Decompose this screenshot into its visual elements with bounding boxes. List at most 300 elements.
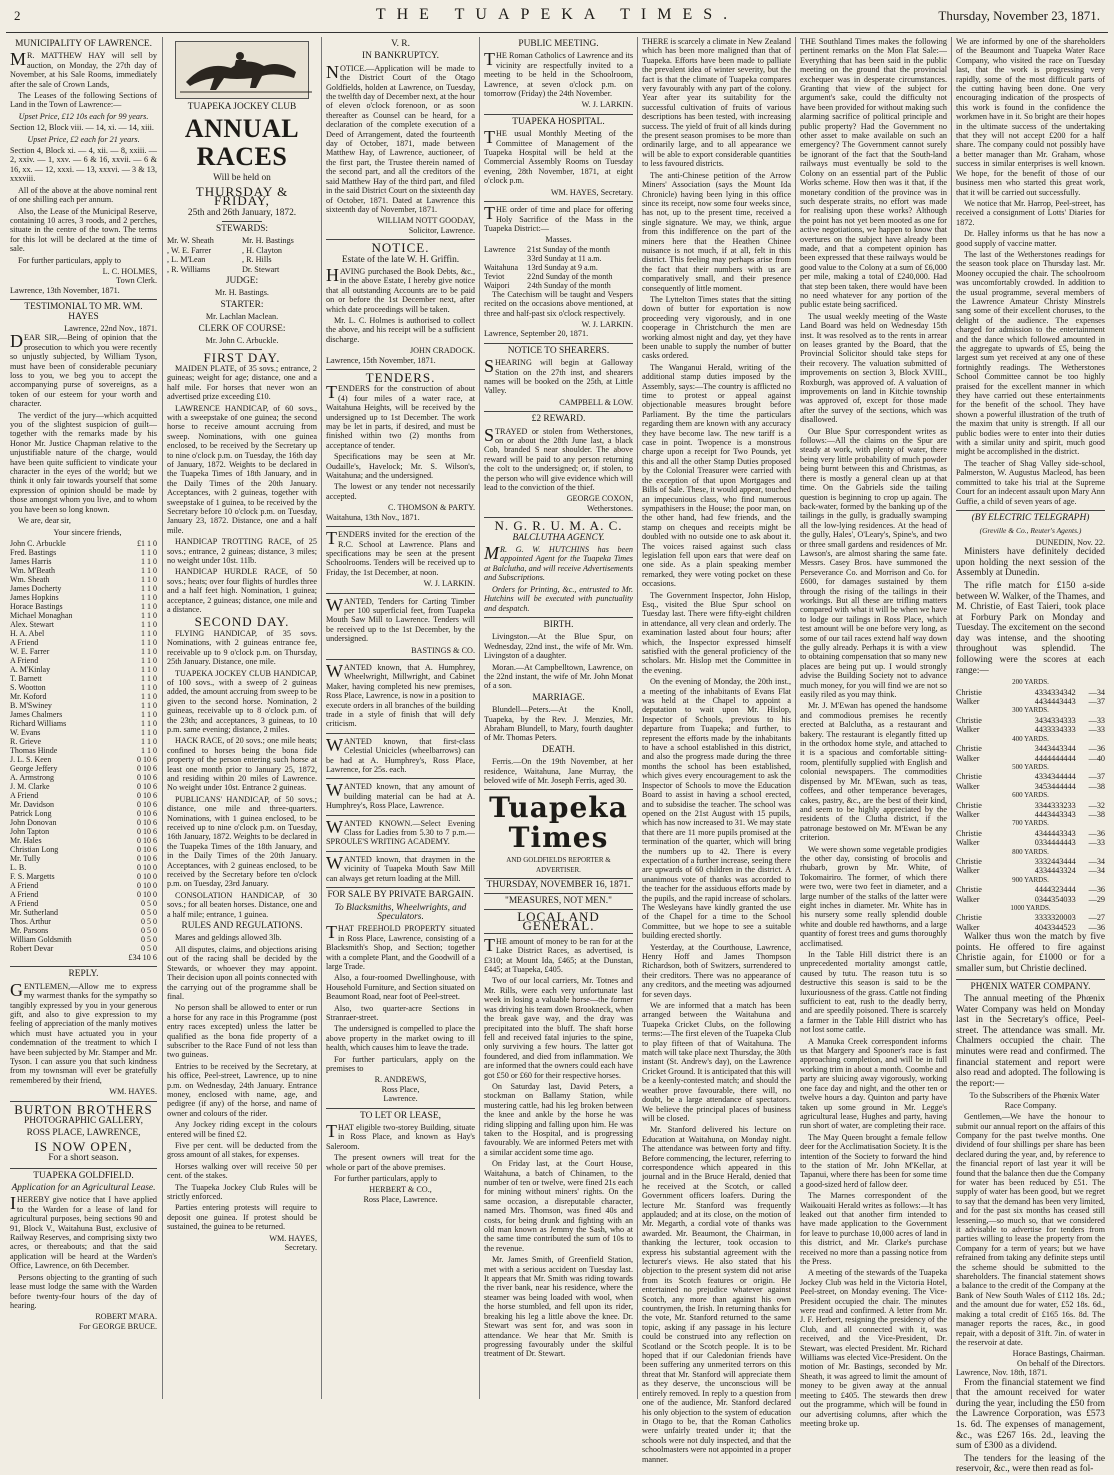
royal-cipher: V. R. (391, 39, 410, 49)
paragraph: SHEARING will begin at Galloway Station on the 27th inst, and shearers names will be booked on the 25th, at Little Valley. (484, 356, 633, 396)
range-total: —33 (1088, 838, 1105, 848)
paragraph: Ferris.—On the 19th November, at her residence, Waitahuna, Jane Murray, the beloved wife of Mr. Joseph Ferris, aged 30. (484, 757, 633, 785)
subscriber-amount: 1 1 0 (141, 556, 157, 566)
paragraph: NOTICE.—Application will be made to the District Court of the Otago Goldfields, holden at Lawrence, on Tuesday, the twelfth day of December next, at the hour of eleven o'clock forenoon, or as soon thereafter as Counsel can be heard, for a declaration of the complete execution of a Deed of Arrangement, dated the fourteenth day of October, 1871, made between Matthew Hay, of Lawrence, auctioneer, of the first part, the Trustee therein named of the second part, and all the creditors of the said Matthew Hay of the third part, and filed in the said District Court on the sixteenth day of October, 1871. Dated at Lawrence this sixteenth day of November, 1871. (326, 61, 475, 214)
paragraph: The usual weekly meeting of the Waste Land Board was held on Wednesday 15th inst. It was resolved as to the rents in arrear on leases granted by the Board, that the Provincial Solicitor should take steps for their recovery. The valuation submitted of improvements on section 3, Block XVIII., Roxburgh, was approved of. A valuation of improvements on land in Kitchie township was approved of, except for those made after the survey of the sections, which was disallowed. (800, 311, 947, 425)
range-total: —32 (1088, 800, 1105, 810)
signature: WM. HAYES. (109, 1087, 157, 1097)
paragraph: WANTED known, that any amount of building material can be had at A. Humphrey's, Ross Place, Lawrence. (326, 780, 475, 811)
subscriber-amount: 1 1 0 (141, 592, 157, 602)
range-total: —33 (1088, 715, 1105, 725)
subscriber-amount: 1 1 0 (141, 664, 157, 674)
subscriber-amount: 1 1 0 (141, 736, 157, 746)
paragraph: GENTLEMEN,—Allow me to express my warmest thanks for the sympathy so tangibly expressed by you in your generous gift, and also to give expression to my feeling of appreciation of the manly motives which must have actuated you in your condemnation of the treatment to which I have been subjected by Mr. Stamper and Mr. Tyson. I can assure you that such kindness from my townsman will ever be gratefully remembered by their friend, (10, 979, 157, 1085)
paragraph: Also, two quarter-acre Sections in Stranraer-street. (326, 1003, 475, 1022)
subscriber-name: Mr. Davidson (10, 799, 54, 809)
score-row (956, 735, 1105, 744)
mass-place (484, 254, 527, 263)
subscriber-row (10, 611, 157, 620)
subscriber-row (10, 773, 157, 782)
subscriber-amount: 1 1 0 (141, 682, 157, 692)
shooter-name: Christie (956, 885, 982, 895)
subscriber-amount: 1 1 0 (141, 745, 157, 755)
subscriber-amount: 1 1 0 (141, 655, 157, 665)
paragraph: Also, a four-roomed Dwellinghouse, with Household Furniture, and Section situated on Beaumont Road, near foot of Peel-street. (326, 973, 475, 1002)
score-row (956, 744, 1105, 753)
shooter-name: Christie (956, 744, 982, 754)
subscriber-row (10, 908, 157, 917)
subscriber-name: Richard Williams (10, 718, 67, 728)
paragraph: Mr. James Smith, of Greenfield Station, met with a serious accident on Tuesday last. It appears that Mr. Smith was riding towards the river bank, near his residence, where the steamer was being loaded with wool, when the horse stumbled, and fell upon its rider, breaking his leg a little above the knee. Dr. Stewart was sent for, and was soon in attendance. We hear that Mr. Smith is progressing favourably under the skilful treatment of Dr. Stewart. (484, 1255, 633, 1359)
horse-racing-icon (176, 42, 316, 98)
range-total: —36 (1088, 828, 1105, 838)
paragraph: The annual meeting of the Phœnix Water Company was held on Monday last in the Secretary's office, Peel-street. The attendance was small. Mr. Chalmers occupied the chair. The minutes were read and confirmed. The financial statement and report were also read and adopted. The following is the report:— (956, 994, 1105, 1089)
signature-title: On behalf of the Directors. (1017, 1358, 1105, 1368)
paragraph: On Friday last, at the Court House, Waitahuna, a batch of Chinamen, to the number of ten or twelve, were fined 21s each for mining without miners' rights. On the same occasion, a disreputable character, named Mrs. Thomson, was fined 40s and costs, for being drunk and fighting with an old man known as Jemmy the Sash, who at the same time contributed the sum of 10s to the revenue. (484, 1159, 633, 1253)
paragraph: Walker thus won the match by five points. He offered to fire against Christie again, for £1000 or for a smaller sum, but Christie declined. (956, 932, 1105, 974)
subscriber-name: George Jeffery (10, 763, 58, 773)
shooter-name: Walker (956, 838, 980, 848)
stewards-list (167, 236, 317, 274)
dateline: Lawrence, Nov. 18th, 1871. (956, 1368, 1048, 1378)
subscriber-amount: 1 1 0 (141, 691, 157, 701)
heading: TENDERS. (365, 370, 436, 385)
subscriber-row (10, 728, 157, 737)
subscriber-amount: 1 1 0 (141, 700, 157, 710)
paragraph: Gentlemen,—We have the honour to submit our annual report on the affairs of this Company for the past twelve months. One dividend of four shillings per share has been declared during the year, and, by reference to the financial report of last year it will be found that the balance then due the Company for water has been reduced by £51. The supply of water has been good, but we regret to say that the demand has been very limited, and for the past six months has ceased still lessening,—so much so, that we considered it advisable to advertise for tenders from parties willing to lease the property from the Company for a term of years; but we have refrained from taking any definite steps until the scheme should be submitted to the shareholders. The financial statement shows a balance to the credit of the Company at the Bank of New South Wales of £112 18s. 2d.; and the amount due for water, £52 18s. 6d., making a total credit of £165 16s. 8d. The manager reports the races, &c., in good repair, with a deposit of 31ft. 7in. of water in the reservoir at date. (956, 1112, 1105, 1347)
paragraph: Also, the Lease of the Municipal Reserve, containing 10 acres, 3 roods, and 2 perches, situate in the centre of the town. The terms for this lot will be declared at the time of sale. (10, 206, 157, 254)
score-row (956, 904, 1105, 913)
subscriber-amount: 1 1 0 (141, 574, 157, 584)
signature: For GEORGE BRUCE. (78, 1321, 157, 1331)
steward-name: , W. E. Farrer (167, 245, 212, 255)
subheading: Masses. (545, 235, 572, 245)
heading: TO LET OR LEASE, (360, 1110, 441, 1121)
shot-scores: 4434443443 (1034, 697, 1076, 707)
paragraph: HAVING purchased the Book Debts, &c., in the above Estate, I hereby give notice that all outstanding Accounts are to be paid on or before the 1st December next, after which date proceedings will be taken. (326, 264, 475, 314)
mass-count: 2 (527, 280, 532, 290)
range-total: —29 (1088, 894, 1105, 904)
subscriber-amount: 1 1 0 (141, 637, 157, 647)
steward-name: , R. Hills (242, 255, 272, 265)
range-total: —36 (1088, 885, 1105, 895)
subscriber-row (10, 737, 157, 746)
mass-time: 1st Sunday of the month (531, 244, 610, 254)
subscriber-amount: 0 10 0 (137, 889, 157, 899)
score-row (956, 848, 1105, 857)
shooter-name: Walker (956, 894, 980, 904)
signature: GEORGE COXON, (566, 494, 633, 504)
paragraph: We are, dear sir, (18, 516, 71, 526)
subscriber-row (10, 629, 157, 638)
advert-subheading: For a short season. (48, 1153, 119, 1164)
signature-title: Solicitor, Lawrence. (408, 225, 475, 235)
signature: WM. HAYES, (269, 1233, 317, 1243)
subscriber-name: A Friend (10, 790, 39, 800)
range-label: 900 YARDS. (1012, 875, 1049, 884)
paragraph: We are informed by one of the shareholders of the Beaumont and Tuapeka Water Race Company, who visited the race on Tuesday last, that the work is progressing very rapidly, some of the most difficult parts of the cutting having been done. One very encouraging indication of the prospects of this work is found in the confidence the workmen have in it. So bright are their hopes in the ultimate success of the undertaking that they will not accept £200 for a half share. The company could not possibly have a better manager than Mr. Graham, whose success in similar enterprises is well known. We hope, for the benefit of those of our business men who started this great work, that it will be carried out successfully. (956, 37, 1105, 197)
subscriber-row (10, 647, 157, 656)
paragraph: TUAPEKA JOCKEY CLUB HANDICAP, of 100 sovs., with a sweep of 2 guineas added, the amount accruing from sweep to be given to the second horse. Nomination, 2 guineas, receivable up to 8 o'clock p.m. of the 23th; and acceptances, 3 guineas, to 10 p.m. same evening; distance, 2 miles. (167, 668, 317, 734)
paragraph: From the financial statement we find that the amount received for water during the year, including the £50 from the Lawrence Corporation, was £573 1s. 6d. The expenses of management, &c., was £267 16s. 2d., leaving the sum of £300 as a dividend. (956, 1377, 1105, 1452)
heading: BIRTH. (543, 619, 574, 630)
range-label: 700 YARDS. (1012, 819, 1049, 828)
subscriber-name: H. A. Abel (10, 628, 45, 638)
column-3 (321, 37, 479, 1399)
subscriber-name: Mr. Sutherland (10, 907, 58, 917)
paragraph: Moran.—At Campbelltown, Lawrence, on the 22nd instant, the wife of Mr. John Monat of a son. (484, 662, 633, 691)
heading: IN BANKRUPTCY. (362, 51, 439, 62)
paragraph: A Manuka Creek correspondent informs us that Margery and Spooner's race is fast approaching completion, and will be in full working trim in about a month. Coombe and party are sluicing away vigorously, working one face day and night, and the other ten or twelve hours a day. Quinton and party have taken up some ground in Mr. Legge's agricultural lease, Hughes and party, having run short of water, are completing their race. (800, 1036, 947, 1131)
mass-place: Lawrence (484, 244, 516, 254)
steward-name: , H. Clayton (242, 245, 283, 255)
score-row (956, 819, 1105, 828)
subscriber-name: Christian Long (10, 844, 59, 854)
heading: £2 REWARD. (531, 414, 586, 425)
paragraph: The Wanganui Herald, writing of the additional stamp duties imposed by the Assembly, says:—The country is afflicted no time to protest or appeal against objectionable measures brought before Parliament. By the time the particulars regarding them are known with any accuracy they have become law. The new tariff is a case in point. Twopence is a monstrous charge upon a receipt for Two Pounds, yet this and all the other Stamp Duties proposed by the Colonial Treasurer were carried with the exception of that upon Mortgages and Bills of Sale. These, it would appear, touched an impecunious class, who find numerous sympathisers in the House; the poor man, on the other hand, had few friends, and the stamp on cheques and receipts might be doubled with no outside one to ask about it. The voices raised against such class legislation fell upon ears that were deaf on one side. As a plain speaking member remarked, they were voting pocket on these occasions. (642, 362, 791, 589)
subscriber-amount: 0 5 0 (141, 907, 157, 917)
score-row (956, 772, 1105, 781)
subscriber-row (10, 674, 157, 683)
dateline: DUNEDIN, Nov. 22. (1035, 537, 1105, 547)
heading: TESTIMONIAL TO MR. WM. HAYES (24, 302, 143, 322)
subscriber-amount: 0 10 6 (137, 826, 157, 836)
subheading: To Blacksmiths, Wheelwrights, and Speculators. (334, 902, 467, 922)
subscriber-amount: 0 5 0 (141, 925, 157, 935)
paragraph: FLYING HANDICAP, of 35 sovs. Nominations, with 2 guineas entrance fee, receivable up to 9 o'clock p.m. on Thursday, 25th January. Distance, one mile. (167, 628, 317, 667)
paragraph: The tenders for the leasing of the reservoir, &c., were then read as fol- (956, 1453, 1105, 1475)
subscriber-amount: 0 10 6 (137, 763, 157, 773)
subscriber-row (10, 854, 157, 863)
column-1 (6, 37, 161, 1399)
signature: CAMPBELL & LOW. (559, 397, 633, 407)
shooter-name: Christie (956, 856, 982, 866)
paragraph: TENDERS invited for the erection of the R.C. School at Lawrence. Plans and specifications may be seen at the present Schoolrooms. Tenders will be received up to Friday, the 1st December, at noon. (326, 528, 475, 577)
signature: C. THOMSON & PARTY. (388, 503, 475, 513)
page-number: 2 (14, 8, 21, 23)
subscriber-row (10, 899, 157, 908)
advert-heading: THURSDAY & FRIDAY, (195, 183, 289, 209)
subheading: JUDGE: (225, 276, 259, 287)
subscriber-amount: 0 10 6 (137, 790, 157, 800)
subscriber-amount: 1 1 0 (141, 709, 157, 719)
paragraph: Dr. Halley informs us that he has now a good supply of vaccine matter. (956, 229, 1105, 248)
heading: DEATH. (541, 744, 576, 755)
paragraph: The last of the Wetherstones readings for the season took place on Thursday last. Mr. Mooney occupied the chair. The schoolroom was uncomfortably crowded. In addition to the usual programme, several members of the Lawrence Amateur Christy Minstrels sang some of their excellent choruses, to the delight of the audience. The expenses charged for admission to the entertainment and the dance which followed amounted in the aggregate to upwards of £5, being the largest sum yet received at any one of these fortnightly readings. The Wetherstones School Committee cannot be too highly praised for the excellent manner in which they have carried out these entertainments for the benefit of the school. They have shown a powerful illustration of the truth of the maxim that unity is strength. If all our public bodies were to enter into their duties with a similar unity and spirit, much good might be accomplished in the district. (956, 249, 1105, 457)
subscriber-row (10, 872, 157, 881)
subscriber-amount: 0 10 0 (137, 880, 157, 890)
subscriber-name: A Friend (10, 880, 39, 890)
signature: W. J. LARKIN. (581, 100, 633, 110)
shooter-name: Walker (956, 725, 980, 735)
paragraph: Entries to be received by the Secretary, at his office, Peel-street, Lawrence, up to nine p.m. on Wednesday, 24th January. Entrance money, enclosed with name, age, and pedigree (if any) of the horse, and name of owner and colours of the rider. (167, 1061, 317, 1118)
subscriber-name: W. E. Farrer (10, 646, 50, 656)
subscriber-amount: 0 10 6 (137, 835, 157, 845)
paragraph: No person shall be allowed to enter or run a horse for any race in this Programme (post entry races excepted) unless the latter be qualified as the bona fide property of a subscriber to the Race Fund of not less than two guineas. (167, 1003, 317, 1060)
paragraph: Your sincere friends, (53, 527, 122, 537)
subscriber-row (10, 719, 157, 728)
heading: NOTICE. (371, 240, 430, 256)
shot-scores: 4334443324 (1034, 866, 1076, 876)
paragraph: The anti-Chinese petition of the Arrow Miners' Association (says the Mount Ida Chronicle) having been lying in this office since its receipt, now some four weeks since, has not, up to the present time, received a single signature. We may, we think, argue from this indifference on the part of the miners here that the Heathen Chinee nuisance is not much, if at all, felt in this district. This feeling may perhaps arise from the fact that their numbers with us are comparatively small, and their presence consequently of little moment. (642, 170, 791, 293)
paragraph: The rifle match for £150 a-side between W. Walker, of the Thames, and M. Christie, of East Taieri, took place at Forbury Park on Monday and Tuesday. The excitement on the second day was intense, and the shooting throughout was splendid. The following were the scores at each range:— (956, 580, 1105, 676)
subscriber-name: Robert Devar (10, 943, 54, 953)
subscriber-amount: 0 5 0 (141, 898, 157, 908)
score-row (956, 857, 1105, 866)
score-row (956, 782, 1105, 791)
paragraph: HANDICAP TROTTING RACE, of 25 sovs.; entrance, 2 guineas; distance, 3 miles; no weight under 10st. 11lb. (167, 537, 317, 566)
subscriber-row (10, 620, 157, 629)
subscriber-row (10, 548, 157, 557)
subscriber-row (10, 782, 157, 791)
subscriber-row (10, 917, 157, 926)
dateline: Lawrence, 15th November, 1871. (326, 355, 436, 365)
paragraph: Blundell—Peters.—At the Knoll, Tuapeka, by the Rev. J. Menzies, Mr. Abraham Blundell, to Mary, fourth daughter of Mr. Thomas Peters. (484, 705, 633, 743)
subscriber-name: John Tapton (10, 826, 50, 836)
score-row (956, 763, 1105, 772)
signature: WM. HAYES, Secretary. (550, 187, 633, 197)
subscriber-row (10, 701, 157, 710)
subscriber-name: A Friend (10, 655, 39, 665)
subheading: Estate of the late W. H. Griffin. (341, 254, 460, 265)
rifle-scores-table (956, 678, 1105, 932)
subscriber-amount: 1 1 0 (141, 628, 157, 638)
signature: HERBERT & CO., (369, 1185, 432, 1195)
shooter-name: Walker (956, 866, 980, 876)
range-total: —40 (1088, 753, 1105, 763)
paragraph: The lowest or any tender not necessarily accepted. (326, 482, 475, 501)
subscriber-amount: 0 10 6 (137, 808, 157, 818)
score-row (956, 725, 1105, 734)
subscriber-name: A. Armstrong (10, 772, 54, 782)
shot-scores: 4444444444 (1034, 753, 1076, 763)
paragraph: Upset Price, £12 10s each for 99 years. (18, 111, 149, 121)
subscriber-amount: 0 10 6 (137, 817, 157, 827)
shot-scores: 4334334342 (1034, 687, 1076, 697)
subscriber-name: Patrick Long (10, 808, 52, 818)
subscriber-amount: 1 1 0 (141, 646, 157, 656)
subscriber-name: John Donovan (10, 817, 57, 827)
paragraph: The Tuapeka Jockey Club Rules will be strictly enforced. (167, 1182, 317, 1202)
signature: JOHN CRADOCK. (409, 346, 475, 356)
heading: (BY ELECTRIC TELEGRAPH) (971, 512, 1090, 523)
score-row (956, 706, 1105, 715)
paragraph: TENDERS for the construction of about (4) four miles of a water race, at Waitahuna Heights, will be received by the undersigned up to 1st December. The work may be let in parts, if desired, and must be finished within two (2) months from acceptance of tender. (326, 382, 475, 450)
subscriber-row (10, 665, 157, 674)
paragraph: Five per cent. will be deducted from the gross amount of all stakes, for expenses. (167, 1141, 317, 1160)
mass-place: Waipori (484, 280, 510, 290)
paragraph: HACK RACE, of 20 sovs.; one mile heats; confined to horses being the bona fide property of the person entering such horse at least one month prior to January 25, 1872, and residing within 20 miles of Lawrence. No weight under 10st. Entrance 2 guineas. (167, 736, 317, 793)
mass-time: 3rd Sunday at 11 a.m. (531, 253, 602, 263)
dateline: Lawrence, September 20, 1871. (484, 329, 589, 339)
shooter-name: Walker (956, 809, 980, 819)
subscriber-row (10, 710, 157, 719)
subscriber-name: Michael Monaghan (10, 610, 73, 620)
paragraph: All of the above at the above nominal rent of one shilling each per annum. (10, 185, 157, 205)
subscriber-name: T. Barnett (10, 673, 42, 683)
shooter-name: Walker (956, 753, 980, 763)
paragraph: THAT FREEHOLD PROPERTY situated in Ross Place, Lawrence, consisting of a Blacksmith's Shop, and Section; together with a complete Plant, and the Goodwill of a large Trade. (326, 922, 475, 971)
subscriber-name: F. S. Margetts (10, 871, 55, 881)
subscriber-name: Horace Bastings (10, 601, 63, 611)
paragraph: Ministers have definitely decided upon holding the next session of the Assembly at Dunedin. (956, 547, 1105, 579)
mass-time: 2nd Sunday of the month (531, 271, 613, 281)
heading: FOR SALE BY PRIVATE BARGAIN. (327, 890, 474, 901)
subscriber-row (10, 809, 157, 818)
paragraph: Horses walking over will receive 50 per cent. of the stakes. (167, 1161, 317, 1181)
subscriber-amount: 1 1 0 (141, 547, 157, 557)
heading: TUAPEKA HOSPITAL. (512, 116, 605, 127)
shooter-name: Christie (956, 828, 982, 838)
paragraph: DEAR SIR,—Being of opinion that the prosecution to which you were recently so unjustly subjected, by William Tyson, must have been of considerable pecuniary loss to you, we beg you to accept the accompanying purse of sovereigns, as a token of our esteem for your worth and character. (10, 331, 157, 409)
range-label: 1000 YARDS. (1010, 904, 1051, 912)
paragraph: LAWRENCE HANDICAP, of 60 sovs., with a sweepstake of one guinea; the second horse to receive amount accruing from sweep. Nominations, with one guinea enclosed, to be received by the Secretary up to nine o'clock p.m. on Tuesday, the 16th day of January, 1872. Weights to be declared in the Tuapeka Times of 18th January, and in the Daily Times of the 20th January. Acceptances, with 2 guineas, together with sweepstake of 1 guinea, to be received by the Secretary before 10 o'clock p.m. on Tuesday, January 23, 1872. Distance, one and a half mile. (167, 403, 317, 535)
subheading: Application for an Agricultural Lease. (11, 1183, 156, 1194)
subscriber-amount: 1 1 0 (141, 601, 157, 611)
mass-row (484, 245, 633, 254)
heading: RULES AND REGULATIONS. (181, 921, 303, 932)
day-heading: FIRST DAY. (203, 349, 281, 365)
subscriber-row (10, 692, 157, 701)
paragraph: The Marnes correspondent of the Waikouaiti Herald writes as follows:—It has leaked out that another firm intended to have made application to the Government for leave to purchase 10,000 acres of land in this district, and Mr. Clarke's purchase received no more than a passing notice from the Press. (800, 1191, 947, 1266)
signature: W. J. LARKIN. (581, 319, 633, 329)
dateline: Lawrence, 22nd Nov., 1871. (64, 323, 157, 333)
signature: Lawrence. (383, 1094, 418, 1104)
signature: W. J. LARKIN. (423, 579, 475, 589)
subscriber-name: Mr. Tully (10, 853, 41, 863)
subscriber-name: Wm. Sheath (10, 574, 50, 584)
paragraph: On Saturday last, David Peters, a stockman on Ballamy Station, while mustering cattle, had his leg broken between the knee and ankle by the horse he was riding slipping and falling upon him. He was taken to the Hospital, and is progressing favourably. We are informed Peters met with a similar accident some time ago. (484, 1081, 633, 1157)
range-label: 300 YARDS. (1012, 706, 1049, 715)
advert-heading: IS NOW OPEN, (34, 1138, 133, 1154)
paragraph: Any Jockey riding except in the colours entered will be fined £2. (167, 1120, 317, 1139)
score-row (956, 791, 1105, 800)
motto: "MEASURES, NOT MEN." (505, 895, 612, 906)
range-total: —38 (1088, 781, 1105, 791)
subscriber-name: William Goldsmith (10, 934, 72, 944)
score-row (956, 895, 1105, 904)
subscriber-amount: 1 1 0 (141, 565, 157, 575)
score-row (956, 697, 1105, 706)
section-heading: LOCAL AND GENERAL. (484, 909, 633, 934)
heading: PUBLIC MEETING. (518, 39, 599, 49)
paragraph: In the Table Hill district there is an unprecedented mortality amongst cattle, caused by tutu. The reason tutu is so destructive this season is said to be the luxuriousness of the grass. Cattle not finding sufficient to eat, rush to the deadly berry, and are speedily poisoned. There is scarcely a farmer in the Table Hill district who has not lost some cattle. (800, 950, 947, 1035)
subheading: (Greville & Co., Reuter's Agents.) (979, 526, 1082, 536)
paragraph: Upset Price, £2 each for 21 years. (27, 134, 140, 144)
horse-racing-engraving (175, 41, 309, 99)
subscriber-name: James Chalmers (10, 709, 63, 719)
subscriber-amount: 0 10 6 (137, 781, 157, 791)
score-row (956, 716, 1105, 725)
heading: N. G. R. U. M. A. C. (494, 518, 623, 534)
subscriber-row (10, 935, 157, 944)
subscriber-amount: 0 10 0 (137, 862, 157, 872)
dateline: Waitahuna, 13th Nov., 1871. (326, 512, 420, 522)
shot-scores: 0334444443 (1034, 838, 1076, 848)
paragraph: PUBLICANS' HANDICAP, of 50 sovs.; distance, one mile and three-quarters. Nominations, with 1 guinea enclosed, to be received up to nine o'clock p.m. on Tuesday, 16th January, 1872. Weights to be declared in the Tuapeka Times of the 18th January, and in the Daily Times of the 20th January. Acceptances, with 2 guineas enclosed, to be received by the Secretary before ten o'clock p.m. on Tuesday, 23rd January. (167, 794, 317, 889)
score-row (956, 801, 1105, 810)
subscriber-row (10, 881, 157, 890)
score-row (956, 866, 1105, 875)
paragraph: THE order of time and place for offering Holy Sacrifice of the Mass in the Tuapeka District:— (484, 203, 633, 233)
issue-date: Thursday, November 23, 1871. (938, 8, 1100, 23)
paragraph: The Government Inspector, John Hislop, Esq., visited the Blue Spur school on Tuesday last. There were fifty-eight children in attendance, all very clean and orderly. The examination lasted about four hours; after which, the Inspector expressed himself satisfied with the general proficiency of the scholars. Mr. Hislop met the Committee in the evening. (642, 590, 791, 675)
score-row (956, 876, 1105, 885)
shot-scores: 4344443343 (1034, 828, 1076, 838)
range-label: 800 YARDS. (1012, 847, 1049, 856)
subscriber-name: James Hopkins (10, 592, 59, 602)
score-row (956, 923, 1105, 932)
subscriber-name: R. Grieve (10, 736, 42, 746)
starter-name: Mr. Lachlan Maclean. (205, 312, 279, 322)
subscriber-row (10, 845, 157, 854)
subheading: STARTER: (220, 299, 264, 310)
shot-scores: 3333320003 (1034, 913, 1076, 923)
paragraph: For further particulars, apply to (18, 255, 121, 265)
column-2 (162, 37, 321, 1399)
subscriber-row (10, 890, 157, 899)
subscriber-amount: 1 1 0 (141, 718, 157, 728)
paragraph: THE amount of money to be ran for at the Lake District Races, as advertised, is £310; at Mount Ida, £465; at the Dunstan, £445; at Tuapeka, £405. (484, 934, 633, 975)
subscriber-amount: 0 10 0 (137, 871, 157, 881)
paragraph: CONSOLATION HANDICAP, of 30 sovs.; for all beaten horses. Distance, one and a half mile; entrance, 1 guinea. (167, 890, 317, 919)
heading: MUNICIPALITY OF LAWRENCE. (15, 39, 152, 49)
subscriber-name: A Friend (10, 898, 39, 908)
paragraph: MAIDEN PLATE, of 35 sovs.; entrance, 2 guineas; weight for age; distance, one and a half mile. For horses that never won an advertised prize exceeding £10. (167, 363, 317, 402)
paragraph: For further particulars, apply to (334, 1174, 437, 1184)
paragraph: The Leases of the following Sections of Land in the Town of Lawrence:— (10, 91, 157, 110)
paragraph: The verdict of the jury—which acquitted you of the slightest suspicion of guilt—together with the remarks made by his Honor Mr. Justice Chapman relative to the unjustifiable nature of the charge, would have been quite sufficient to vindicate your character in the eyes of the world; but we think it only fair towards yourself that some expression of opinion should be made by those amongst whom you live, and to whom you have been so long known. (10, 410, 157, 514)
paragraph: Section 12, Block viii. — 14, xi. — 14, xiii. (10, 123, 154, 133)
subscriber-name: Alex. Stewart (10, 619, 54, 629)
subscriber-row (10, 656, 157, 665)
heading: TUAPEKA GOLDFIELD. (33, 1170, 134, 1181)
subscriber-name: Thomas Hinde (10, 745, 58, 755)
range-total: —33 (1088, 725, 1105, 735)
signature: Horace Bastings, Chairman. (1012, 1349, 1105, 1359)
subheading: Will be held on (213, 173, 271, 184)
subscriber-row (10, 836, 157, 845)
paragraph: Specifications may be seen at Mr. Oudaille's, Havelock; Mr. S. Wilson's, Waitahuna; and the undersigned. (326, 452, 475, 481)
paragraph: Persons objecting to the granting of such lease must lodge the same with the Warden before twenty-four hours of the day of hearing. (10, 1272, 157, 1310)
subscriber-row (10, 944, 157, 953)
paragraph: All disputes, claims, and objections arising out of the racing shall be decided by the Stewards, or whoever they may appoint. Their decision upon all points connected with the carrying out of the programme shall be final. (167, 944, 317, 1001)
subscriber-name: S. Wootton (10, 682, 46, 692)
column-4 (479, 37, 637, 1399)
judge-name: Mr. H. Bastings. (215, 288, 269, 298)
paragraph: WANTED known, that first-class Celestial Unicicles (wheelbarrows) can be had at A. Humphrey's, Ross Place, Lawrence, for 25s. each. (326, 734, 475, 775)
range-total: —38 (1088, 809, 1105, 819)
subscriber-name: James Docherty (10, 583, 62, 593)
paragraph: Mr. Stanford delivered his lecture on Education at Waitahuna, on Monday night. The attendance was between forty and fifty. Before commencing, the lecturer, referring to correspondence which appeared in this journal and in the Bruce Herald, denied that he received at the Scotch, or called Government officers loafers. During the lecture Mr. Stanford was frequently applauded; and at its close, on the motion of Mr. Megarth, a cordial vote of thanks was awarded. Mr. Beaumont, the Chairman, in thanking the lecturer, took occasion to express his substantial agreement with the lecturer's views. He also stated that his objection to the present system did not arise from its Scotch features or origin. He entertained no prejudice whatever against Scotch, any more than against his own countrymen, the Irish. In returning thanks for the vote, Mr. Stanford returned to the same topic, asking if any passage in his lecture could be construed into any reflection on Scotland or the Scotch people. It is to be hoped that if our Caledonian friends have been suffering any unmerited terrors on this threat that Mr. Stanford will appreciate them as they deserve, the unconscious will be entirely removed. In reply to a question from one of the audience, Mr. Stanford declared his only objection to the system of education in Otago to be, that the Roman Catholics were unfairly treated under it; that the schools were not duly inspected, and that the schoolmasters were not appointed in a proper manner. (642, 1125, 791, 1464)
dateline: Lawrence, 13th November, 1871. (10, 285, 120, 295)
shooter-name: Walker (956, 781, 980, 791)
paragraph: THE Southland Times makes the following pertinent remarks on the Mon Flat Sale:—Everything that has been said in the public meeting on the ground that the provincial exchequer was in desperate circumstances. Granting that view of the subject for argument's sake, could the difficulty not have been provided for without making such alarming sacrifice of political principle and public property? Had the Government no other asset to make available on such an emergency? The Government cannot surely be ignorant of the fact that the South-land railways must eventually be sold to the Colony on an essential part of the Public Works scheme. How then was it that, if the monetary condition of the province was in such desperate straits, no effort was made for realising upon these works? Although the point has not yet been mooted as one for active negotiations, we happen to know that overtures on the subject have already been made, and that a competent opinion has been expressed that these railways would be good value to the Colony at a sum of £6,000 per mile, making a total of £240,000. Had that step been taken, there would have been no need whatever for any portion of the public estate being sacrificed. (800, 37, 947, 310)
subheading: 25th and 26th January, 1872. (187, 207, 297, 218)
shot-scores: 4433334333 (1034, 725, 1076, 735)
subscriber-name: John C. Arbuckle (10, 538, 66, 548)
subscriber-row (10, 593, 157, 602)
paragraph: IHEREBY give notice that I have applied to the Warden for a lease of land for agricultural purposes, being sections 90 and 91, Block V., Waitahuna Bust, exclusive of Railway Reserves, and comprising sixty two acres, or thereabouts; and that the said application will be heard at the Warden's Office, Lawrence, on 6th December. (10, 1193, 157, 1271)
score-row (956, 810, 1105, 819)
mass-count: 3 (527, 253, 532, 263)
shooter-name: Christie (956, 913, 982, 923)
clerk-name: Mr. John C. Arbuckle. (205, 336, 279, 346)
shot-scores: 3344333233 (1034, 800, 1076, 810)
subscriber-row (10, 926, 157, 935)
range-total: —37 (1088, 772, 1105, 782)
column-7 (951, 37, 1109, 1475)
